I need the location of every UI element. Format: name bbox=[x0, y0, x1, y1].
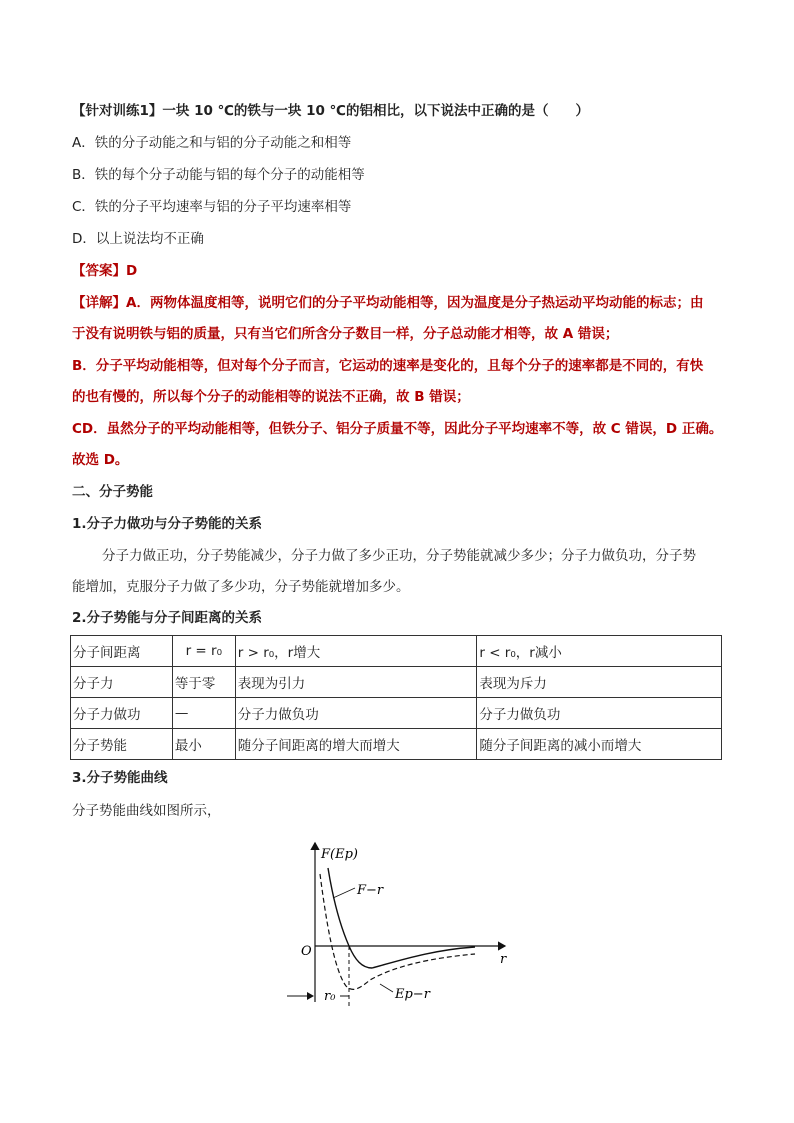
table-cell: 分子力做负功 bbox=[235, 698, 477, 729]
table-cell: r > r₀，r增大 bbox=[235, 636, 477, 667]
subsection-heading: 1.分子力做功与分子势能的关系 bbox=[72, 516, 263, 532]
force-curve bbox=[328, 868, 475, 968]
r0-label: r₀ bbox=[324, 989, 336, 1004]
table-cell: 最小 bbox=[172, 729, 235, 760]
option-b: B．铁的每个分子动能与铝的每个分子的动能相等 bbox=[72, 167, 365, 183]
x-axis-label: r bbox=[500, 952, 507, 967]
paragraph-line: 分子力做正功，分子势能减少，分子力做了多少正功，分子势能就减少多少；分子力做负功，分子势 bbox=[102, 548, 696, 564]
table-cell: 表现为斥力 bbox=[477, 667, 722, 698]
table-cell: — bbox=[172, 698, 235, 729]
potential-curve-label: Ep−r bbox=[395, 987, 430, 1002]
explanation-line: B．分子平均动能相等，但对每个分子而言，它运动的速率是变化的，且每个分子的速率都是不同的，有快 bbox=[72, 358, 704, 374]
question-title: 【针对训练1】一块 10 ℃的铁与一块 10 ℃的铝相比，以下说法中正确的是（ ） bbox=[72, 103, 589, 119]
explanation-line: 故选 D。 bbox=[72, 452, 129, 468]
option-a: A．铁的分子动能之和与铝的分子动能之和相等 bbox=[72, 135, 352, 151]
origin-label: O bbox=[301, 944, 312, 959]
paragraph-line: 能增加，克服分子力做了多少功，分子势能就增加多少。 bbox=[72, 579, 410, 595]
y-axis-label: F(Ep) bbox=[321, 847, 358, 862]
table-cell: 等于零 bbox=[172, 667, 235, 698]
explanation-line: CD．虽然分子的平均动能相等，但铁分子、铝分子质量不等，因此分子平均速率不等，故 C 错误，D 正确。 bbox=[72, 421, 723, 437]
table-cell: r = r₀ bbox=[172, 636, 235, 667]
option-c: C．铁的分子平均速率与铝的分子平均速率相等 bbox=[72, 199, 352, 215]
force-leader-line bbox=[333, 888, 355, 898]
explanation-line: 的也有慢的，所以每个分子的动能相等的说法不正确，故 B 错误； bbox=[72, 389, 470, 405]
option-d: D．以上说法均不正确 bbox=[72, 231, 204, 247]
table-cell: 随分子间距离的增大而增大 bbox=[235, 729, 477, 760]
table-cell: 分子间距离 bbox=[71, 636, 173, 667]
force-curve-label: F−r bbox=[357, 883, 384, 898]
explanation-line: 于没有说明铁与铝的质量，只有当它们所含分子数目一样，分子总动能才相等，故 A 错误； bbox=[72, 326, 619, 342]
table-cell: 分子力 bbox=[71, 667, 173, 698]
section-heading: 二、分子势能 bbox=[72, 484, 153, 500]
table-cell: 分子力做功 bbox=[71, 698, 173, 729]
subsection-heading: 2.分子势能与分子间距离的关系 bbox=[72, 610, 263, 626]
table-cell: 随分子间距离的减小而增大 bbox=[477, 729, 722, 760]
explanation-line: 【详解】A．两物体温度相等，说明它们的分子平均动能相等，因为温度是分子热运动平均动能的标志；由 bbox=[72, 295, 704, 311]
potential-leader-line bbox=[380, 984, 393, 992]
table-cell: 表现为引力 bbox=[235, 667, 477, 698]
table-cell: 分子力做负功 bbox=[477, 698, 722, 729]
paragraph-line: 分子势能曲线如图所示， bbox=[72, 803, 221, 819]
subsection-heading: 3.分子势能曲线 bbox=[72, 770, 168, 786]
answer: 【答案】D bbox=[72, 263, 138, 279]
table-cell: 分子势能 bbox=[71, 729, 173, 760]
table-cell: r < r₀，r减小 bbox=[477, 636, 722, 667]
